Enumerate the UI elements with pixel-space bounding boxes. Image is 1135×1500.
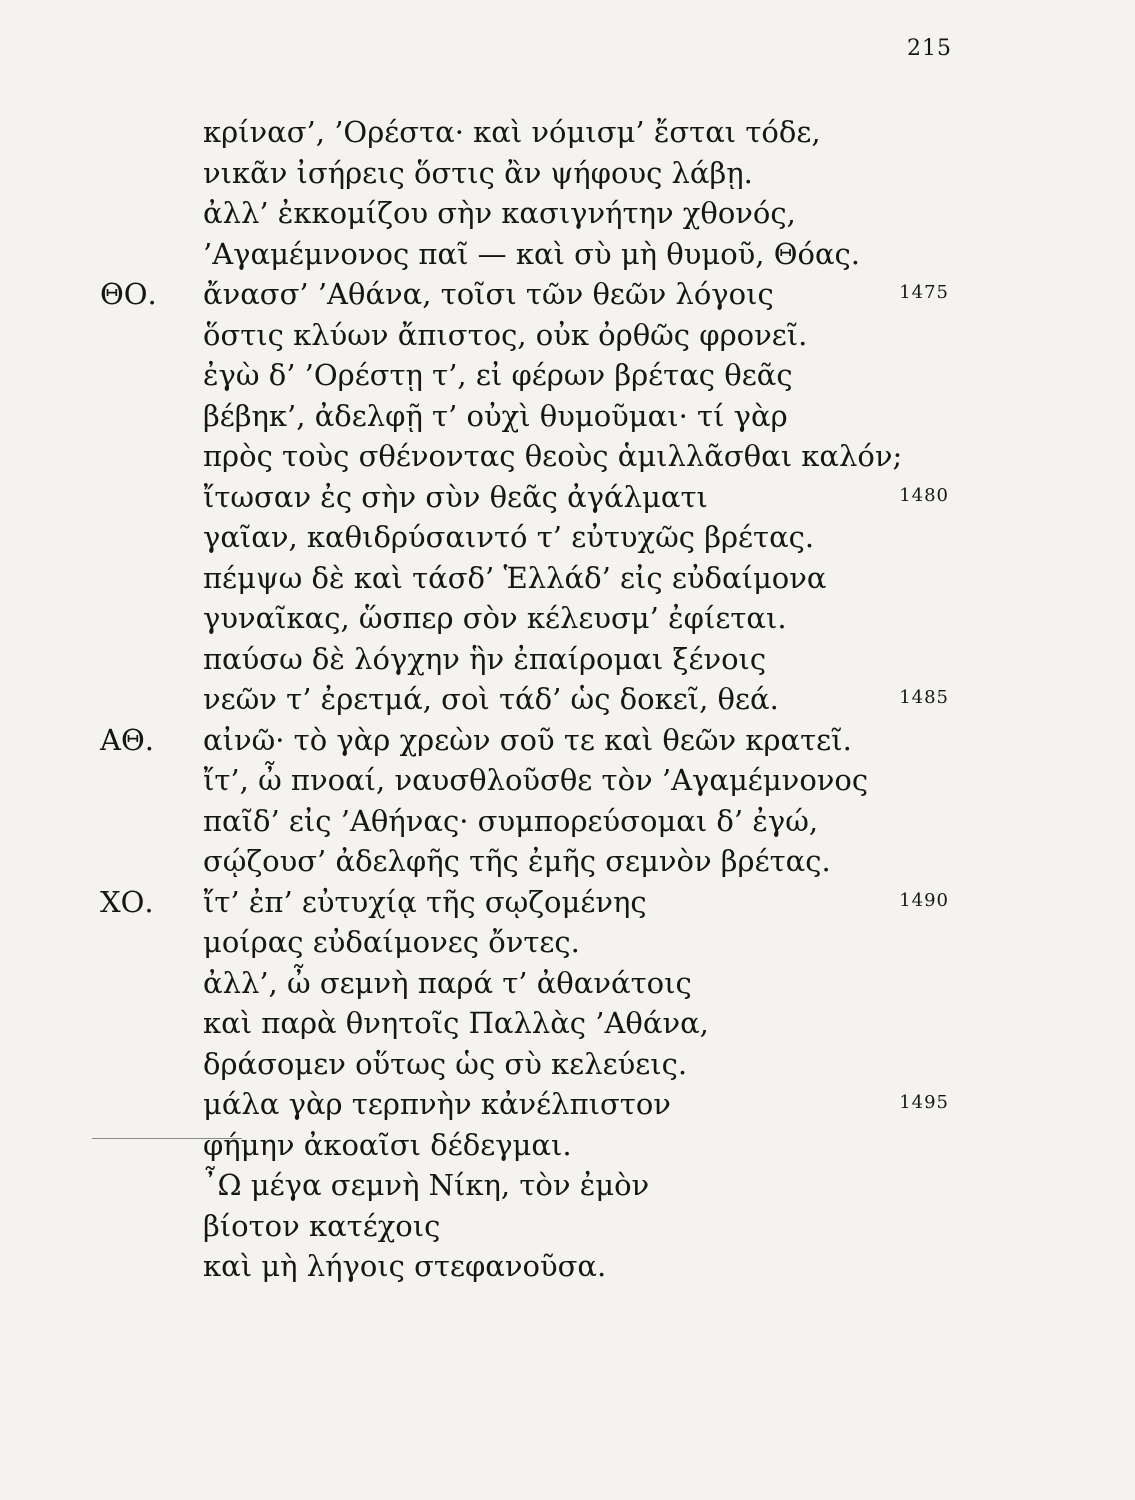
verse-line (0, 841, 1135, 881)
verse-text: ’Αγαμέμνονος παῖ — καὶ σὺ μὴ θυμοῦ, Θόας. (203, 236, 861, 271)
verse-line (0, 760, 1135, 800)
verse-text: παῖδ’ εἰς ’Αθήνας· συμπορεύσομαι δ’ ἐγώ, (203, 803, 819, 838)
verse-text: κρίνασ’, ’Ορέστα· καὶ νόμισμ’ ἔσται τόδε, (203, 115, 821, 149)
line-number: 1485 (899, 687, 949, 708)
verse-line (0, 1044, 1135, 1084)
verse-text: αἰνῶ· τὸ γὰρ χρεὼν σοῦ τε καὶ θεῶν κρατεῖ. (203, 722, 852, 757)
verse-text: ἀλλ’ ἐκκομίζου σὴν κασιγνήτην χθονός, (203, 196, 796, 230)
speaker-label: ΧΟ. (100, 884, 154, 919)
verse-text: δράσομεν οὕτως ὡς σὺ κελεύεις. (203, 1046, 688, 1081)
verse-text: ῏Ω μέγα σεμνὴ Νίκη, τὸν ἐμὸν (203, 1168, 650, 1202)
verse-line (0, 193, 1135, 233)
verse-text: μάλα γὰρ τερπνὴν κἀνέλπιστον (203, 1087, 671, 1121)
verse-text: ἴτ’, ὦ πνοαί, ναυσθλοῦσθε τὸν ’Αγαμέμνονος (203, 763, 869, 797)
verse-line (0, 1206, 1135, 1246)
verse-line (0, 963, 1135, 1003)
speaker-label: ΑΘ. (100, 722, 154, 757)
verse-text: βίοτον κατέχοις (203, 1208, 441, 1243)
verse-line (0, 274, 1135, 314)
verse-line (0, 1084, 1135, 1124)
verse-line (0, 153, 1135, 193)
verse-line (0, 639, 1135, 679)
verse-line (0, 1125, 1135, 1165)
verse-text: ἄνασσ’ ’Αθάνα, τοῖσι τῶν θεῶν λόγοις (203, 277, 774, 311)
verse-text: ἴτωσαν ἐς σὴν σὺν θεᾶς ἀγάλματι (203, 479, 708, 514)
verse-line (0, 720, 1135, 760)
speaker-label: ΘΟ. (100, 277, 157, 311)
verse-text: γαῖαν, καθιδρύσαιντό τ’ εὐτυχῶς βρέτας. (203, 520, 815, 554)
verse-line (0, 679, 1135, 719)
verse-line (0, 882, 1135, 922)
verse-text: καὶ μὴ λήγοις στεφανοῦσα. (203, 1249, 607, 1283)
line-number: 1490 (899, 889, 949, 911)
footnote-rule (92, 1138, 242, 1139)
verse-text: πρὸς τοὺς σθένοντας θεοὺς ἁμιλλᾶσθαι καλόν; (203, 439, 903, 473)
page-number: 215 (907, 36, 952, 61)
verse-text: ἴτ’ ἐπ’ εὐτυχίᾳ τῆς σῳζομένης (203, 884, 647, 919)
verse-text: σῴζουσ’ ἀδελφῆς τῆς ἐμῆς σεμνὸν βρέτας. (203, 844, 831, 878)
verse-text: βέβηκ’, ἀδελφῇ τ’ οὐχὶ θυμοῦμαι· τί γὰρ (203, 398, 788, 433)
verse-line (0, 355, 1135, 395)
verse-text: ἀλλ’, ὦ σεμνὴ παρά τ’ ἀθανάτοις (203, 965, 692, 1000)
line-number: 1495 (899, 1092, 949, 1113)
verse-line (0, 598, 1135, 638)
verse-line (0, 558, 1135, 598)
verse-line (0, 1165, 1135, 1205)
verse-line (0, 396, 1135, 436)
verse-line (0, 477, 1135, 517)
verse-text: ὅστις κλύων ἄπιστος, οὐκ ὀρθῶς φρονεῖ. (203, 317, 808, 352)
verse-line (0, 436, 1135, 476)
line-number: 1480 (899, 484, 949, 506)
verse-text: μοίρας εὐδαίμονες ὄντες. (203, 925, 580, 959)
verse-line (0, 801, 1135, 841)
line-number: 1475 (899, 282, 949, 303)
verse-text: πέμψω δὲ καὶ τάσδ’ Ἑλλάδ’ εἰς εὐδαίμονα (203, 560, 827, 595)
verse-line (0, 922, 1135, 962)
verse-text: φήμην ἀκοαῖσι δέδεγμαι. (203, 1127, 572, 1162)
verse-text: ἐγὼ δ’ ’Ορέστῃ τ’, εἰ φέρων βρέτας θεᾶς (203, 358, 793, 392)
verse-line (0, 1246, 1135, 1286)
verse-line (0, 1003, 1135, 1043)
verse-line (0, 517, 1135, 557)
verse-text: νικᾶν ἰσήρεις ὅστις ἂν ψήφους λάβῃ. (203, 155, 753, 190)
verse-line (0, 234, 1135, 274)
verse-text: νεῶν τ’ ἐρετμά, σοὶ τάδ’ ὡς δοκεῖ, θεά. (203, 682, 779, 716)
verse-line (0, 315, 1135, 355)
verse-text: γυναῖκας, ὥσπερ σὸν κέλευσμ’ ἐφίεται. (203, 601, 787, 635)
verse-text: καὶ παρὰ θνητοῖς Παλλὰς ’Αθάνα, (203, 1006, 709, 1040)
verse-text: παύσω δὲ λόγχην ἣν ἐπαίρομαι ξένοις (203, 641, 767, 676)
verse-line (0, 112, 1135, 152)
